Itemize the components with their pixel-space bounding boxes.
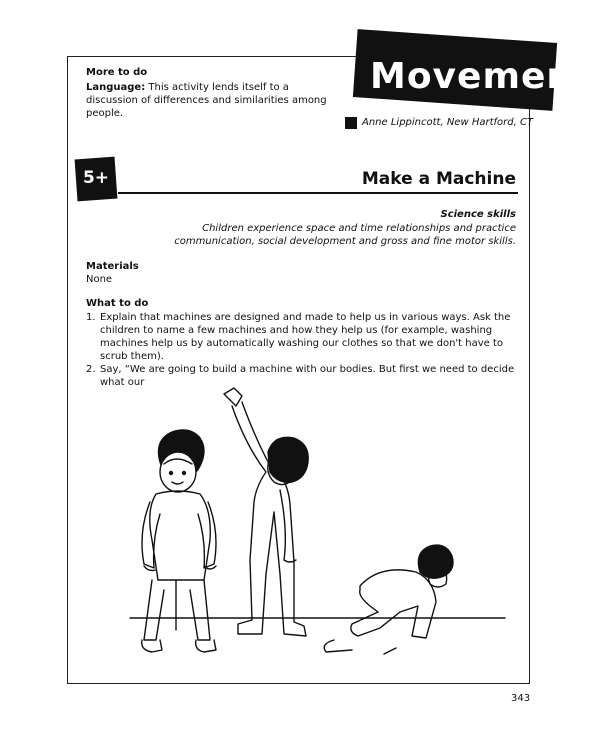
standing-child <box>224 388 308 636</box>
age-label: 5+ <box>82 168 110 188</box>
language-label: Language: <box>86 82 146 93</box>
children-illustration <box>120 372 520 677</box>
sitting-child <box>142 430 216 652</box>
author-marker <box>345 117 357 129</box>
step-text: Say, “We are going to build a machine with our bodies. But first we need to decide what our <box>100 364 515 388</box>
crawling-child <box>324 545 453 654</box>
more-to-do-text <box>86 81 341 120</box>
skills-heading: Science skills <box>440 209 516 220</box>
step-number: 2. <box>86 364 96 375</box>
step-text: Explain that machines are designed and made to help us in various ways. Ask the children to name a few machines and how they help us (for example, washing machines help us by automatically washing our clothes so that we don't have to scrub them). <box>100 312 511 362</box>
step-item <box>86 311 518 363</box>
step-number: 1. <box>86 312 96 323</box>
author-credit: Anne Lippincott, New Hartford, CT <box>362 117 534 128</box>
skills-text: Children experience space and time relationships and practice communication, social development and gross and fine motor skills. <box>174 223 516 247</box>
title-rule <box>118 192 518 194</box>
language-text: This activity lends itself to a discussion of differences and similarities among people. <box>86 82 327 119</box>
what-to-do-heading: What to do <box>86 298 149 309</box>
section-title: Movement <box>370 56 592 97</box>
materials-heading: Materials <box>86 261 139 272</box>
more-to-do-heading: More to do <box>86 67 148 78</box>
materials-text: None <box>86 274 113 285</box>
activity-title: Make a Machine <box>361 169 516 189</box>
page-number: 343 <box>511 693 531 704</box>
